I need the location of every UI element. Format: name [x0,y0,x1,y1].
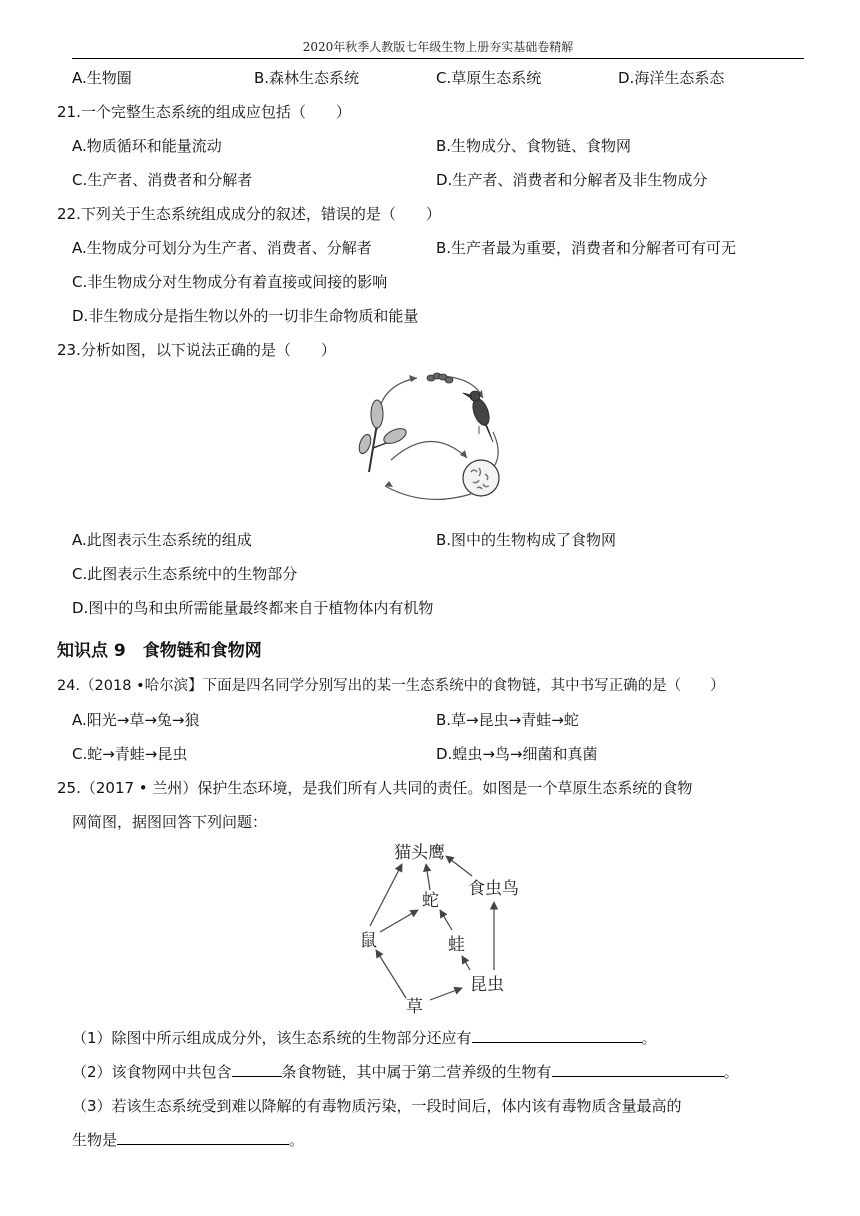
q21-option-a: A.物质循环和能量流动 [72,137,222,155]
q24-stem: 24.（2018 •哈尔滨】下面是四名同学分别写出的某一生态系统中的食物链，其中书写正确的是（ ） [57,678,725,694]
q25-sub1-answer-blank[interactable] [472,1028,642,1043]
food-web-bird: 食虫鸟 [468,879,519,899]
ecosystem-cycle-figure [355,368,515,513]
page-header: 2020年秋季人教版七年级生物上册夯实基础卷精解 [72,38,804,59]
q22-option-c: C.非生物成分对生物成分有着直接或间接的影响 [72,273,388,291]
q25-stem-line1: 25.（2017 • 兰州）保护生态环境，是我们所有人共同的责任。如图是一个草原生态系统的食物 [57,779,693,797]
arrow-grass-mouse [376,950,406,998]
q23-option-d: D.图中的鸟和虫所需能量最终都来自于植物体内有机物 [72,599,434,617]
food-web-grass: 草 [406,997,423,1017]
arrow-grass-insect [430,988,462,1000]
q25-sub2-count-blank[interactable] [232,1062,282,1077]
food-web-insect: 昆虫 [470,975,504,995]
food-web-mouse: 鼠 [360,931,377,951]
arrow-frog-snake [440,910,452,930]
arrow-bird-owl [446,856,472,876]
plant-icon [357,400,409,472]
q23-option-c: C.此图表示生态系统中的生物部分 [72,565,298,583]
q20-option-b: B.森林生态系统 [254,69,360,87]
arrow-snake-owl [426,864,430,890]
arrow-mouse-owl [370,864,402,926]
q25-sub2-answer-blank[interactable] [552,1062,724,1077]
q25-sub3-suffix: 。 [289,1131,305,1149]
section-heading: 知识点 9 食物链和食物网 [57,641,262,661]
q25-sub3-prefix: 生物是 [72,1131,118,1149]
arrow-insect-frog [462,956,470,970]
food-web-figure [350,838,540,1020]
q21-option-b: B.生物成分、食物链、食物网 [436,137,632,155]
q24-option-a: A.阳光→草→兔→狼 [72,711,200,729]
q25-sub3-line1: （3）若该生态系统受到难以降解的有毒物质污染，一段时间后，体内该有毒物质含量最高的 [72,1097,682,1115]
q21-option-c: C.生产者、消费者和分解者 [72,171,253,189]
q22-option-b: B.生产者最为重要，消费者和分解者可有可无 [436,239,737,257]
q25-sub1-suffix: 。 [641,1029,657,1047]
q24-option-b: B.草→昆虫→青蛙→蛇 [436,711,579,729]
q25-stem-line2: 网简图，据图回答下列问题： [72,813,268,831]
q21-stem: 21.一个完整生态系统的组成应包括（ ） [57,103,351,121]
q22-option-d: D.非生物成分是指生物以外的一切非生命物质和能量 [72,307,419,325]
decomposer-icon [463,460,499,496]
q25-sub1-prefix: （1）除图中所示组成成分外，该生态系统的生物部分还应有 [72,1029,472,1047]
food-web-snake: 蛇 [422,891,439,911]
q23-stem: 23.分析如图，以下说法正确的是（ ） [57,341,336,359]
q21-option-d: D.生产者、消费者和分解者及非生物成分 [436,171,708,189]
q25-sub2-prefix: （2）该食物网中共包含 [72,1063,232,1081]
q25-sub1 [72,1028,657,1048]
q25-sub2-middle: 条食物链，其中属于第二营养级的生物有 [281,1063,552,1081]
q25-sub2-suffix: 。 [723,1063,739,1081]
arrow-mouse-snake [380,910,418,932]
food-web-frog: 蛙 [448,935,465,955]
bird-icon [463,391,493,442]
q23-option-a: A.此图表示生态系统的组成 [72,531,252,549]
q22-option-a: A.生物成分可划分为生产者、消费者、分解者 [72,239,372,257]
q24-option-d: D.蝗虫→鸟→细菌和真菌 [436,745,598,763]
q24-option-c: C.蛇→青蛙→昆虫 [72,745,188,763]
q23-option-b: B.图中的生物构成了食物网 [436,531,617,549]
q20-option-d: D.海洋生态系态 [618,69,725,87]
q25-sub2 [72,1062,739,1082]
q25-sub3-line2 [72,1130,304,1150]
q20-option-c: C.草原生态系统 [436,69,542,87]
food-web-owl: 猫头鹰 [394,843,445,863]
q20-option-a: A.生物圈 [72,69,132,87]
caterpillar-icon [427,373,453,383]
q25-sub3-answer-blank[interactable] [117,1130,289,1145]
q22-stem: 22.下列关于生态系统组成成分的叙述，错误的是（ ） [57,205,441,223]
